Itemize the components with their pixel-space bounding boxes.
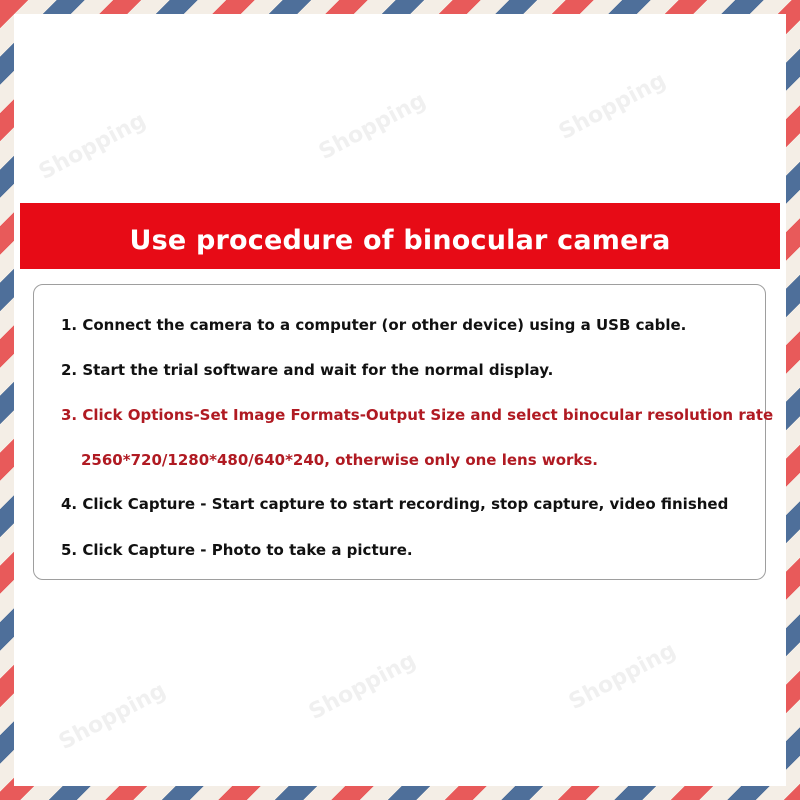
watermark: Shopping: [564, 637, 681, 716]
title-banner: [20, 203, 780, 269]
steps-panel: [33, 284, 774, 580]
watermark: Shopping: [34, 107, 151, 186]
watermark: Shopping: [314, 87, 431, 166]
step-2: 2. Start the trial software and wait for the normal display.: [61, 361, 554, 379]
step-1: 1. Connect the camera to a computer (or other device) using a USB cable.: [61, 316, 687, 334]
step-5: 5. Click Capture - Photo to take a picture.: [61, 541, 413, 559]
step-4: 4. Click Capture - Start capture to start recording, stop capture, video finished: [61, 495, 729, 513]
watermark: Shopping: [304, 647, 421, 726]
watermark: Shopping: [54, 677, 171, 756]
watermark: Shopping: [554, 67, 671, 146]
step-3-continued: 2560*720/1280*480/640*240, otherwise only one lens works.: [81, 451, 599, 469]
banner-title: Use procedure of binocular camera: [129, 224, 671, 256]
step-3: 3. Click Options-Set Image Formats-Output Size and select binocular resolution rate: [61, 406, 774, 424]
